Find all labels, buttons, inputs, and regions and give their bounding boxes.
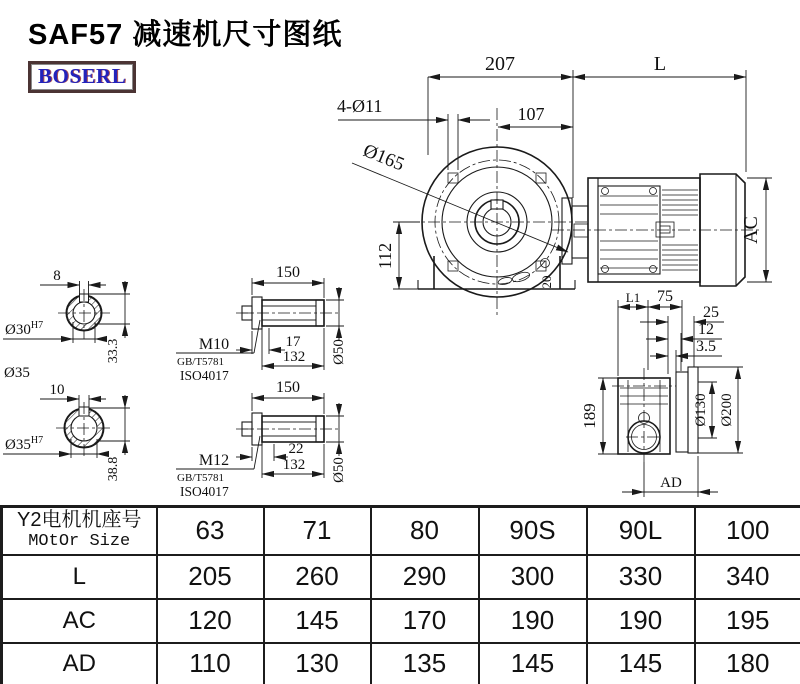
dim-12-label: 12 — [698, 321, 714, 338]
dim-O30-tolerance: H7 — [30, 320, 44, 331]
dim-150b-label: 150 — [276, 379, 300, 396]
row-label-L: L — [2, 555, 157, 599]
dim-107-label: 107 — [517, 104, 545, 124]
dim-O30H7-label — [5, 320, 43, 338]
page-title: SAF57 减速机尺寸图纸 — [28, 19, 343, 51]
dim-L1-label: L1 — [625, 290, 641, 305]
dim-132a-label: 132 — [282, 349, 306, 365]
label-O35: Ø35 — [4, 365, 30, 381]
dim-8-label: 8 — [53, 268, 61, 284]
dim-O165-label: Ø165 — [360, 140, 408, 176]
dim-AC-label: AC — [740, 216, 762, 244]
cell-AC-90L: 190 — [587, 599, 695, 643]
table-header-row — [2, 507, 800, 555]
hollow-shaft-1 — [176, 264, 347, 383]
cell-AC-90S: 190 — [479, 599, 587, 643]
dim-189-label: 189 — [580, 403, 599, 429]
cell-AD-90L: 145 — [587, 643, 695, 684]
dim-112-label: 112 — [375, 242, 395, 270]
dim-4xO11-label: 4-Ø11 — [337, 96, 383, 116]
dim-75-label: 75 — [657, 288, 673, 305]
col-100: 100 — [695, 507, 800, 555]
dim-132b-label: 132 — [282, 457, 306, 473]
motor-adapter — [562, 198, 588, 264]
motor-view — [552, 174, 772, 286]
dim-O200-label: Ø200 — [719, 393, 735, 427]
table-row-AD — [2, 643, 800, 684]
col-90S: 90S — [479, 507, 587, 555]
dim-O130-label: Ø130 — [693, 393, 709, 427]
label-gb-standard-2: GB/T5781 — [177, 472, 225, 484]
front-view — [407, 108, 590, 315]
dim-L-label: L — [653, 53, 667, 75]
cell-AD-63: 110 — [157, 643, 264, 684]
row-label-AD: AD — [2, 643, 157, 684]
dim-3-5-label: 3.5 — [696, 338, 716, 355]
dim-O35H7-label — [5, 435, 43, 453]
table-header-cell — [2, 507, 157, 555]
cell-L-80: 290 — [371, 555, 479, 599]
label-M12: M12 — [198, 452, 230, 469]
dim-38-8-label: 38.8 — [106, 456, 121, 482]
dim-AD-label: AD — [660, 475, 682, 491]
dim-O35-value: Ø35 — [5, 437, 31, 453]
cell-L-63: 205 — [157, 555, 264, 599]
dim-10-label: 10 — [49, 382, 65, 398]
dim-150a-label: 150 — [276, 264, 300, 281]
shaft-section-2 — [3, 382, 130, 481]
header-title-en: MOtOr Size — [28, 532, 131, 552]
dim-O35-tolerance: H7 — [30, 435, 44, 446]
cell-AD-71: 130 — [264, 643, 371, 684]
motor-size-table — [0, 505, 800, 684]
label-iso-standard-2: ISO4017 — [180, 484, 229, 499]
cell-L-100: 340 — [695, 555, 800, 599]
stator-lines — [600, 196, 658, 268]
shaft-section-1 — [3, 268, 130, 363]
dim-25-label: 25 — [703, 304, 719, 321]
col-63: 63 — [157, 507, 264, 555]
label-M10: M10 — [198, 336, 230, 353]
header-title-cn: Y2电机机座号 — [17, 509, 142, 532]
cell-AD-80: 135 — [371, 643, 479, 684]
cell-AD-100: 180 — [695, 643, 800, 684]
cell-L-90S: 300 — [479, 555, 587, 599]
dim-O50a-label: Ø50 — [331, 339, 347, 365]
cell-L-71: 260 — [264, 555, 371, 599]
dim-O30-value: Ø30 — [5, 322, 31, 338]
dim-22-label: 22 — [288, 441, 304, 457]
dim-20-label: 20 — [539, 275, 554, 289]
label-gb-standard-1: GB/T5781 — [177, 356, 225, 368]
col-90L: 90L — [587, 507, 695, 555]
table-row-L — [2, 555, 800, 599]
cell-AC-63: 120 — [157, 599, 264, 643]
row-label-AC: AC — [2, 599, 157, 643]
cell-AC-71: 145 — [264, 599, 371, 643]
cell-AD-90S: 145 — [479, 643, 587, 684]
col-80: 80 — [371, 507, 479, 555]
cell-AC-100: 195 — [695, 599, 800, 643]
brand-logo-text: BOSERL — [38, 64, 127, 88]
col-71: 71 — [264, 507, 371, 555]
table-row-AC — [2, 599, 800, 643]
gearbox-side-view — [580, 288, 743, 497]
label-iso-standard-1: ISO4017 — [180, 368, 229, 383]
dim-207-label: 207 — [485, 53, 515, 75]
dim-O50b-label: Ø50 — [331, 457, 347, 483]
dim-17-label: 17 — [285, 334, 301, 350]
cell-AC-80: 170 — [371, 599, 479, 643]
hollow-shaft-2 — [176, 379, 347, 499]
cell-L-90L: 330 — [587, 555, 695, 599]
dim-33-3-label: 33.3 — [106, 338, 121, 364]
